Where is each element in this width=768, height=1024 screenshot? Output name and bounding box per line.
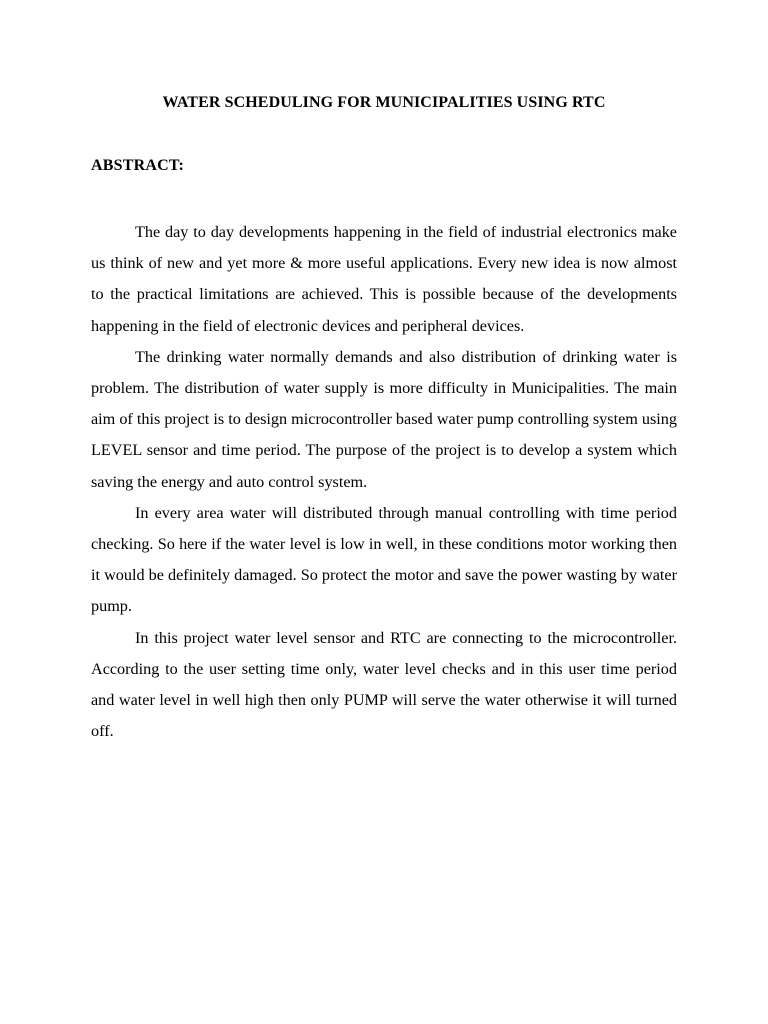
paragraph: In this project water level sensor and RTC are connecting to the microcontroller. According to the user setting time only, water level checks and in this user time period and water level in well high then only PUMP will serve the water otherwise it will turned off. (91, 628, 677, 741)
page-title: WATER SCHEDULING FOR MUNICIPALITIES USING RTC (162, 94, 606, 111)
paragraph: In every area water will distributed through manual controlling with time period checking. So here if the water level is low in well, in these conditions motor working then it would be definitely damaged. So protect the motor and save the power wasting by water pump. (91, 503, 677, 616)
abstract-body (91, 217, 677, 747)
section-heading: ABSTRACT: (91, 157, 185, 174)
paragraph: The drinking water normally demands and also distribution of drinking water is problem. The distribution of water supply is more difficulty in Municipalities. The main aim of this project is to design microcontroller based water pump controlling system using LEVEL sensor and time period. The purpose of the project is to develop a system which saving the energy and auto control system. (91, 347, 677, 491)
paragraph: The day to day developments happening in the field of industrial electronics make us think of new and yet more & more useful applications. Every new idea is now almost to the practical limitations are achieved. This is possible because of the developments happening in the field of electronic devices and peripheral devices. (91, 223, 677, 335)
